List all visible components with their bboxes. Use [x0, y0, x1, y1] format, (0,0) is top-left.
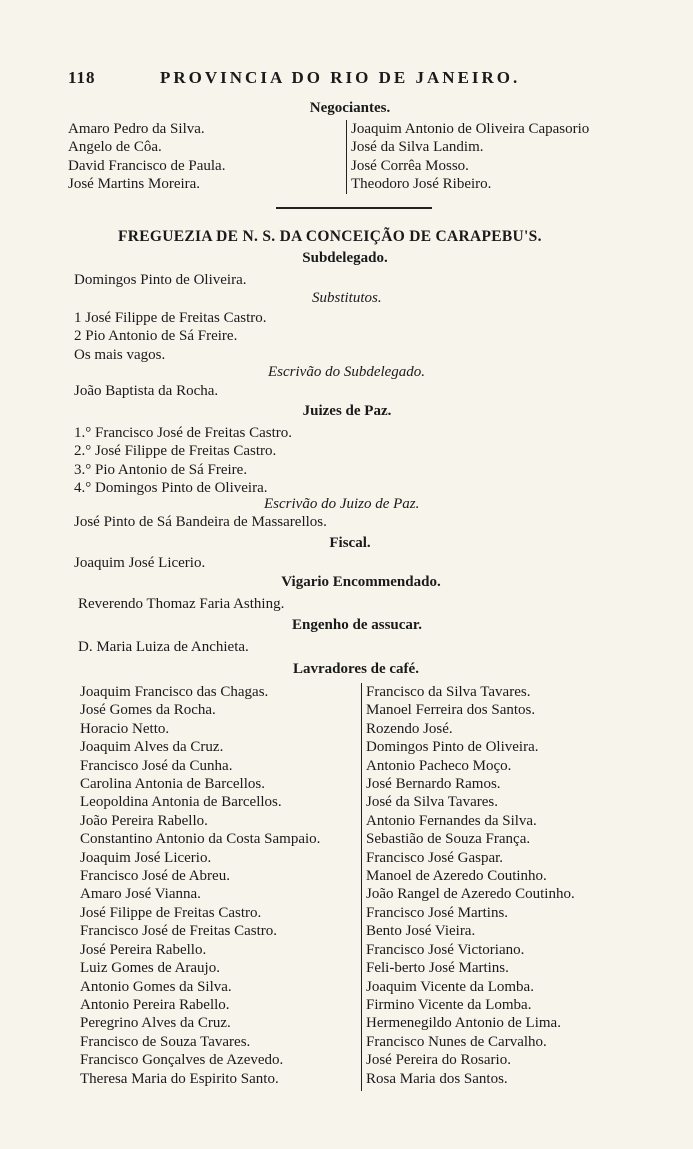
list-item: Joaquim Antonio de Oliveira Capasorio — [351, 121, 590, 137]
list-item: 2 Pio Antonio de Sá Freire. — [74, 328, 238, 345]
list-item: Joaquim José Licerio. — [80, 849, 212, 866]
fiscal-heading: Fiscal. — [329, 535, 371, 551]
escrivao-juizo-name: José Pinto de Sá Bandeira de Massarellos. — [74, 514, 327, 530]
list-item: Theresa Maria do Espirito Santo. — [80, 1070, 279, 1087]
vigario-heading: Vigario Encommendado. — [281, 574, 441, 590]
list-item: José Martins Moreira. — [68, 176, 201, 193]
column-rule — [361, 683, 362, 1091]
substitutos-list — [74, 309, 266, 364]
list-item: Francisco da Silva Tavares. — [366, 684, 531, 700]
negociantes-left-list — [68, 120, 225, 194]
list-item: Antonio Fernandes da Silva. — [366, 812, 537, 829]
list-item: Amaro Pedro da Silva. — [68, 121, 205, 137]
subdelegado-heading: Subdelegado. — [302, 250, 388, 266]
list-item: 3.° Pio Antonio de Sá Freire. — [74, 461, 248, 478]
list-item: José Filippe de Freitas Castro. — [80, 904, 262, 921]
list-item: Domingos Pinto de Oliveira. — [366, 739, 539, 756]
escrivao-subdelegado-name: João Baptista da Rocha. — [74, 383, 219, 399]
lavradores-right-list — [366, 683, 575, 1088]
juizes-heading: Juizes de Paz. — [302, 403, 392, 419]
list-item: José Bernardo Ramos. — [366, 776, 501, 793]
negociantes-right-list — [351, 120, 589, 194]
lavradores-heading: Lavradores de café. — [293, 661, 419, 677]
list-item: José Pereira Rabello. — [80, 941, 207, 958]
list-item: Bento José Vieira. — [366, 923, 476, 940]
list-item: Manoel Ferreira dos Santos. — [366, 702, 536, 719]
lavradores-left-list — [80, 683, 320, 1088]
list-item: Francisco José de Abreu. — [80, 868, 230, 885]
list-item: 2.° José Filippe de Freitas Castro. — [74, 443, 277, 460]
list-item: Angelo de Côa. — [68, 139, 162, 156]
list-item: Rozendo José. — [366, 720, 453, 737]
list-item: Peregrino Alves da Cruz. — [80, 1015, 231, 1032]
list-item: Francisco Gonçalves de Azevedo. — [80, 1052, 284, 1069]
list-item: José Gomes da Rocha. — [80, 702, 216, 719]
fiscal-name: Joaquim José Licerio. — [74, 555, 206, 571]
list-item: Rosa Maria dos Santos. — [366, 1070, 508, 1087]
list-item: Sebastião de Souza França. — [366, 831, 531, 848]
list-item: Antonio Gomes da Silva. — [80, 978, 232, 995]
list-item: João Pereira Rabello. — [80, 812, 208, 829]
list-item: Feli-berto José Martins. — [366, 960, 509, 977]
escrivao-subdelegado-heading: Escrivão do Subdelegado. — [268, 364, 426, 380]
list-item: Francisco José da Cunha. — [80, 757, 233, 774]
column-rule — [346, 120, 347, 194]
list-item: Antonio Pereira Rabello. — [80, 996, 230, 1013]
list-item: Francisco José Martins. — [366, 904, 509, 921]
list-item: Luiz Gomes de Araujo. — [80, 960, 220, 977]
engenho-name: D. Maria Luiza de Anchieta. — [78, 639, 249, 655]
running-title: PROVINCIA DO RIO DE JANEIRO. — [160, 68, 521, 87]
list-item: 1 José Filippe de Freitas Castro. — [74, 310, 267, 326]
list-item: Francisco de Souza Tavares. — [80, 1033, 251, 1050]
list-item: Francisco Nunes de Carvalho. — [366, 1033, 547, 1050]
subdelegado-name: Domingos Pinto de Oliveira. — [74, 272, 247, 288]
list-item: Francisco José de Freitas Castro. — [80, 923, 278, 940]
list-item: 4.° Domingos Pinto de Oliveira. — [74, 480, 268, 497]
list-item: Amaro José Vianna. — [80, 886, 201, 903]
list-item: Francisco José Victoriano. — [366, 941, 525, 958]
list-item: David Francisco de Paula. — [68, 157, 226, 174]
list-item: Antonio Pacheco Moço. — [366, 757, 512, 774]
section-divider — [276, 207, 432, 209]
running-header — [68, 68, 638, 94]
list-item: José Pereira do Rosario. — [366, 1052, 511, 1069]
list-item: João Rangel de Azeredo Coutinho. — [366, 886, 575, 903]
list-item: José da Silva Tavares. — [366, 794, 498, 811]
escrivao-juizo-heading: Escrivão do Juizo de Paz. — [264, 496, 420, 512]
list-item: Leopoldina Antonia de Barcellos. — [80, 794, 282, 811]
list-item: Joaquim Francisco das Chagas. — [80, 684, 269, 700]
list-item: Joaquim Alves da Cruz. — [80, 739, 224, 756]
list-item: 1.° Francisco José de Freitas Castro. — [74, 425, 293, 441]
list-item: José da Silva Landim. — [351, 139, 484, 156]
engenho-heading: Engenho de assucar. — [292, 617, 422, 633]
negociantes-heading: Negociantes. — [309, 100, 391, 116]
list-item: Firmino Vicente da Lomba. — [366, 996, 532, 1013]
list-item: Carolina Antonia de Barcellos. — [80, 776, 265, 793]
vigario-name: Reverendo Thomaz Faria Asthing. — [78, 596, 285, 612]
list-item: Os mais vagos. — [74, 346, 166, 363]
juizes-list — [74, 424, 292, 498]
list-item: Horacio Netto. — [80, 720, 170, 737]
freguezia-title: FREGUEZIA DE N. S. DA CONCEIÇÃO DE CARAPEBU'S. — [118, 228, 542, 245]
list-item: José Corrêa Mosso. — [351, 157, 469, 174]
list-item: Theodoro José Ribeiro. — [351, 176, 492, 193]
list-item: Constantino Antonio da Costa Sampaio. — [80, 831, 321, 848]
list-item: Joaquim Vicente da Lomba. — [366, 978, 534, 995]
list-item: Manoel de Azeredo Coutinho. — [366, 868, 547, 885]
page-number: 118 — [68, 68, 96, 87]
list-item: Hermenegildo Antonio de Lima. — [366, 1015, 561, 1032]
substitutos-heading: Substitutos. — [312, 290, 382, 306]
list-item: Francisco José Gaspar. — [366, 849, 504, 866]
